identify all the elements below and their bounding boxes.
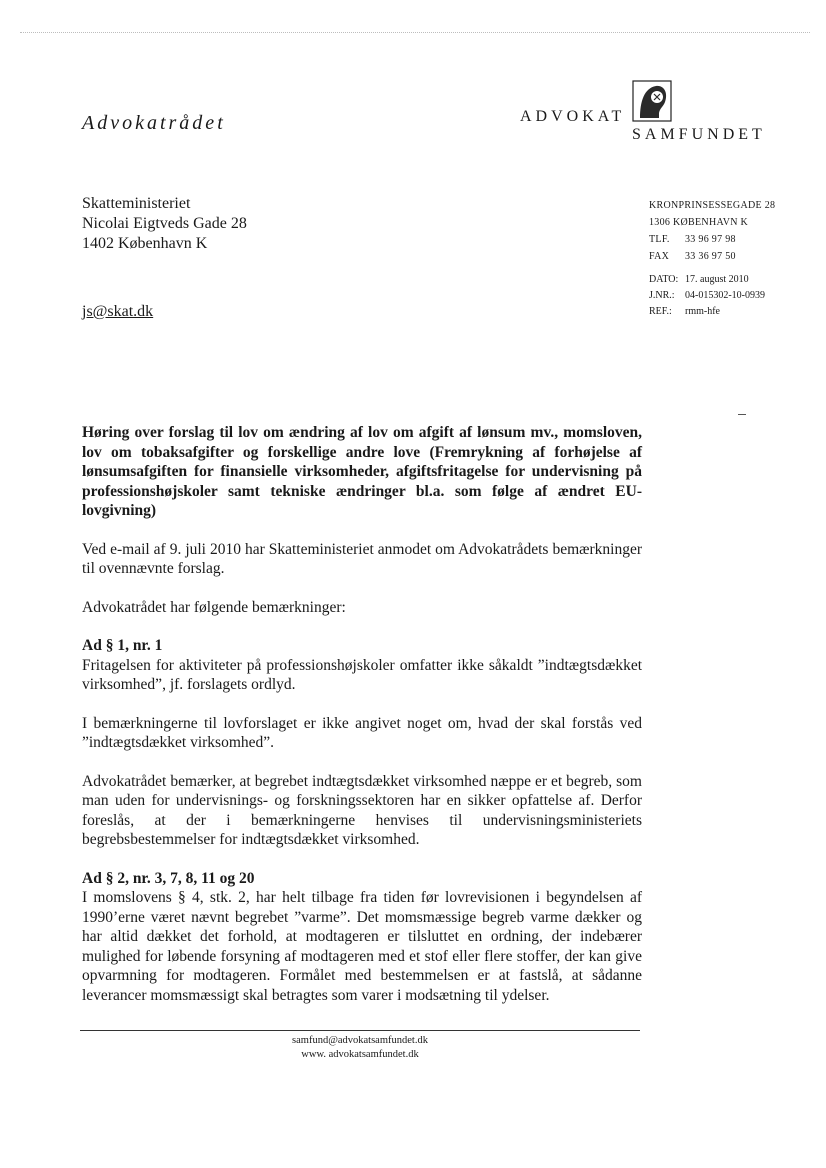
intro-paragraph: Ved e-mail af 9. juli 2010 har Skatteministeriet anmodet om Advokatrådets bemærkninger til ovennævnte forslag.: [82, 540, 642, 577]
date-row: [649, 272, 765, 288]
date-label: DATO:: [649, 274, 679, 285]
fax-value: 33 36 97 50: [685, 251, 736, 262]
section-heading-2: Ad § 2, nr. 3, 7, 8, 11 og 20: [82, 869, 255, 887]
recipient-address: [82, 194, 247, 254]
advokatraadet-logo: Advokatrådet: [82, 112, 226, 134]
sender-phone: [649, 231, 775, 248]
footer: [80, 1034, 640, 1062]
head-emblem-icon: [632, 80, 672, 122]
scan-margin-mark: [738, 414, 746, 415]
advokatsamfundet-logo: [520, 80, 800, 150]
letter-body: [82, 423, 642, 1024]
section-1-paragraph-3: Advokatrådet bemærker, at begrebet indtægtsdækket virksomhed næppe er et begreb, som man uden for undervisnings- og forskningssektoren har en sikker opfattelse af. Derfor foreslås, at der i bemærkningerne henvises til undervisningsministeriets begrebsbestemmelser for indtægtsdækket virksomhed.: [82, 772, 642, 848]
journal-row: [649, 288, 765, 304]
phone-value: 33 96 97 98: [685, 234, 736, 245]
phone-label: TLF.: [649, 234, 670, 245]
lead-paragraph: Advokatrådet har følgende bemærkninger:: [82, 598, 346, 616]
footer-divider: [80, 1030, 640, 1031]
section-heading-1: Ad § 1, nr. 1: [82, 637, 163, 654]
footer-web-link[interactable]: www. advokatsamfundet.dk: [301, 1049, 419, 1060]
fax-label: FAX: [649, 251, 670, 262]
sender-fax: [649, 248, 775, 265]
brand-word-advokat: ADVOKAT: [520, 108, 626, 125]
journal-label: J.NR.:: [649, 290, 675, 301]
subject-heading: Høring over forslag til lov om ændring af lov om afgift af lønsum mv., momsloven, lov om tobaksafgifter og forskellige andre love (Fremrykning af forhøjelse af lønsumsafgiften for finansielle virksomheder, afgiftsfritagelse for undervisning på professionshøjskoler samt tekniske ændringer bl.a. som følge af ændret EU-lovgivning): [82, 424, 642, 519]
journal-value: 04-015302-10-0939: [685, 290, 765, 301]
recipient-name: Skatteministeriet: [82, 195, 191, 212]
section-1-paragraph-1: Fritagelsen for aktiviteter på professionshøjskoler omfatter ikke såkaldt ”indtægtsdækket virksomhed”, jf. forslagets ordlyd.: [82, 656, 642, 693]
recipient-city: 1402 København K: [82, 235, 208, 252]
reference-label: REF.:: [649, 306, 672, 317]
brand-word-samfundet: SAMFUNDET: [632, 126, 766, 143]
sender-city: 1306 KØBENHAVN K: [649, 217, 749, 228]
section-1-paragraph-2: I bemærkningerne til lovforslaget er ikke angivet noget om, hvad der skal forstås ved ”indtægtsdækket virksomhed”.: [82, 714, 642, 751]
sender-street: KRONPRINSESSEGADE 28: [649, 200, 776, 211]
recipient-email-link[interactable]: js@skat.dk: [82, 303, 154, 320]
sender-address: [649, 197, 775, 265]
date-value: 17. august 2010: [685, 274, 749, 285]
scan-top-edge: [20, 32, 810, 33]
recipient-street: Nicolai Eigtveds Gade 28: [82, 215, 247, 232]
section-2-paragraph-1: I momslovens § 4, stk. 2, har helt tilbage fra tiden før lovrevisionen i begyndelsen af 1990’erne været nævnt begrebet ”varme”. Det momsmæssige begreb varme dækker og har altid dækket det forhold, at modtageren er tilsluttet en ordning, der indebærer mulighed for løbende forsyning af modtageren med et stof eller flere stoffer, der kan give opvarmning for modtageren. Formålet med bestemmelsen er at fastslå, at sådanne leverancer momsmæssigt skal betragtes som varer i modsætning til ydelser.: [82, 889, 642, 1004]
reference-value: rmm-hfe: [685, 306, 720, 317]
footer-email-link[interactable]: samfund@advokatsamfundet.dk: [292, 1035, 428, 1046]
letter-metadata: [649, 272, 765, 320]
reference-row: [649, 304, 765, 320]
